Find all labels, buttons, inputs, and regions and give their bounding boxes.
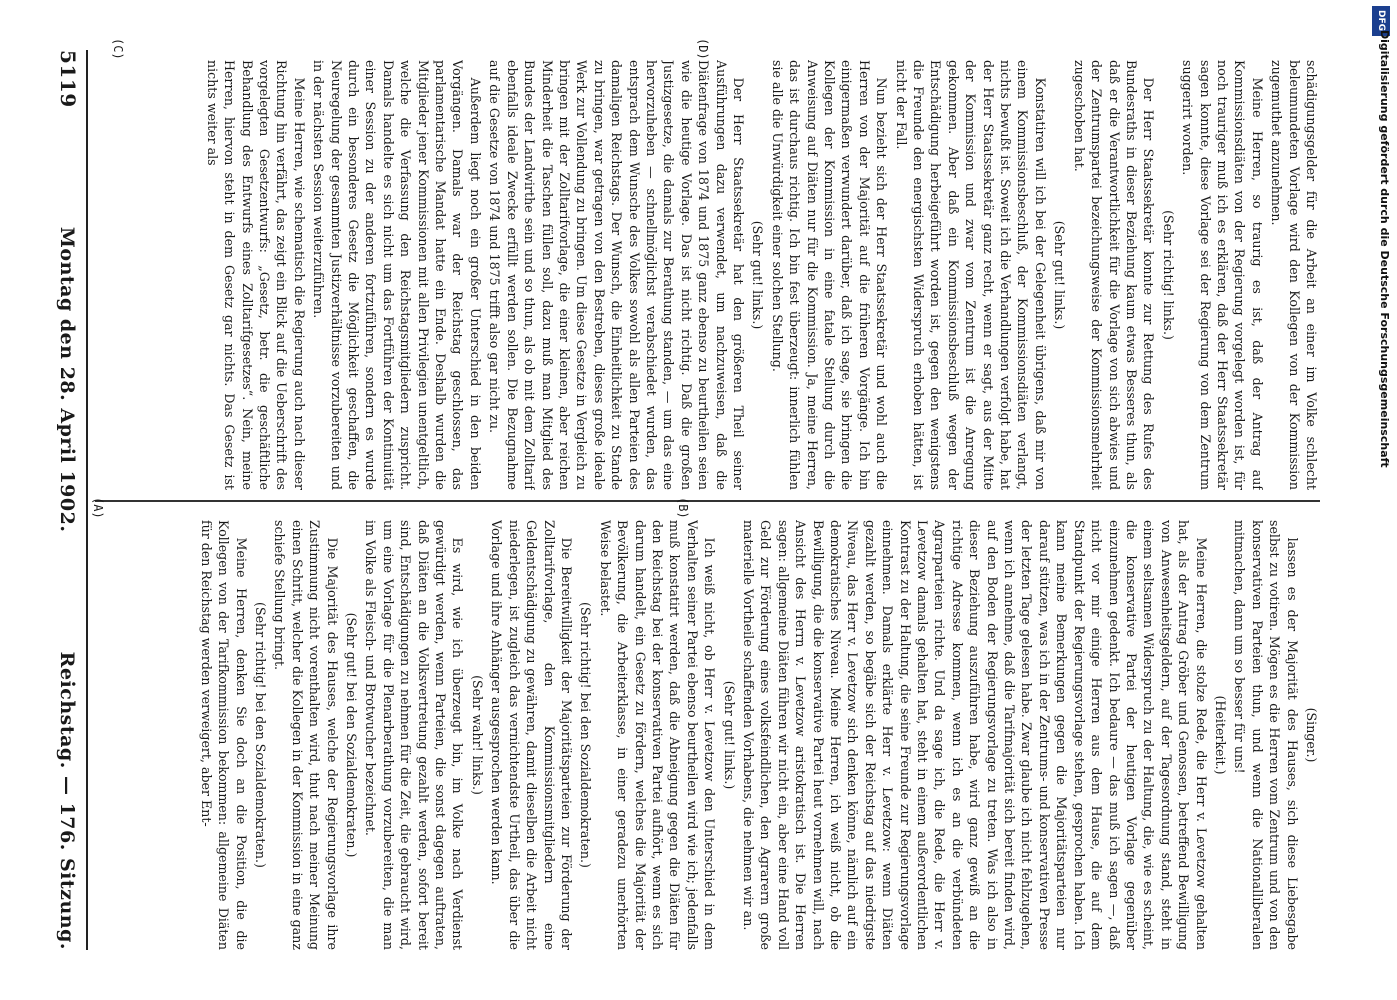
paragraph: schädigungsgelder für die Arbeit an einer im Volke schlecht beleumundeten Vorlage wird den Kollegen von der Kommission zugemuthet anzunehmen. (1269, 60, 1319, 490)
paragraph: Außerdem liegt noch ein großer Unterschied in den beiden Vorgängen. Damals war der Reichstag geschlossen, das parlamentarische Mandat hatte ein Ende. Deshalb wurden die Mitglieder jener Kommissionen mit allen Privilegien unentgeltlich, welche die Verfassung den Reichstagsmitgliedern zuspricht. Damals handelte es sich nicht um das Fortführen der Kontinuität einer Session zu der anderen fortzuführen, sondern es wurde durch ein besonderes Gesetz die Möglichkeit geschaffen, die Neuregelung der gesammten Justizverhältnisse vorzubereiten und in der nächsten Session weiterzuführen. (311, 60, 483, 490)
paragraph: (Singer.) (1304, 707, 1319, 763)
marker-c: (C) (111, 38, 125, 60)
left-column (95, 520, 1320, 950)
paragraph: Meine Herren, wie schematisch die Regierung auch nach dieser Richtung hin verfährt, das zeigt ein Blick auf die Ueberschrift des vorgelegten Gesetzentwurfs: „Gesetz, betr. die geschäftliche Behandlung des Entwurfs eines Zolltarifgesetzes“. Nein, meine Herren, hiervon steht in dem Gesetz gar nichts. Das Gesetz ist nichts weiter als (204, 60, 307, 490)
paragraph: Ich weiß nicht, ob Herr v. Levetzow den Unterschied in dem Verhalten seiner Partei ebenso beurtheilen wird wie ich; jedenfalls muß konstatirt werden, daß die Abneigung gegen die Diäten für den Reichstag bei der konservativen Partei aufhört, wenn es sich darum handelt, ein Gesetz zu fördern, welches die Majorität der Bevölkerung, die Arbeiterklasse, in einer geradezu unerhörten Weise belastet. (597, 520, 718, 950)
marker-b: (B) (676, 497, 690, 519)
page-number: 5119 (56, 50, 80, 108)
paragraph: Der Herr Staatssekretär hat den größeren Theil seiner Ausführungen dazu verwendet, um nachzuweisen, daß die Diätenfrage von 1874 und 1875 ganz ebenso zu beurtheilen seien wie die heutige Vorlage. Das ist nicht richtig. Daß die großen Justizgesetze, die damals zur Berathung standen, — um das eine hervorzuheben — schnellmöglichst verabschiedet wurden, das entsprach dem Wunsche des Volkes sowohl als allen Parteien des damaligen Reichstags. Der Wunsch, die Einheitlichkeit zu Stande zu bringen, war getragen von den Bestreben, dieses große ideale Werk zur Vollendung zu bringen. Um diese Gesetze in Vergleich zu bringen mit der Zolltarifvorlage, die einer kleinen, aber reichen Minderheit die Taschen füllen soll, dazu muß man Mitglied des Bundes der Landwirthe sein und so thun, als ob mit dem Zolltarif ebenfalls ideale Zwecke erfüllt werden sollen. Die Bezugnahme auf die Gesetze von 1874 und 1875 trifft also gar nicht zu. (487, 60, 746, 490)
right-column (95, 60, 1320, 490)
marker-d: (D) (696, 38, 710, 60)
paragraph: Konstatiren will ich bei der Gelegenheit übrigens, daß mir von einem Kommissionsbeschluß, der Kommissionsdiäten verlangt, nichts bewußt ist. Soweit ich die Verhandlungen verfolgt habe, hat der Herr Staatssekretär ganz recht, wenn er sagt, aus der Mitte der Kommission und zwar vom Zentrum ist die Anregung gekommen. Aber daß ein Kommissionsbeschluß wegen der Entschädigung herbeigeführt worden ist, gegen den wenigstens die Freunde den energischsten Widerspruch erhoben hätten, ist nicht der Fall. (893, 60, 1048, 490)
paragraph: (Sehr richtig! bei den Sozialdemokraten.) (253, 602, 269, 868)
paragraph: Der Herr Staatssekretär konnte zur Rettung des Rufes des Bundesraths in dieser Beziehung kaum etwas Besseres thun, als daß er die Verantwortlichkeit für die Vorlage von sich abwies und der Zentrumspartei bezeichungsweise der Kommissionsmehrheit zugeschoben hat. (1071, 60, 1157, 490)
paragraph: Die Majorität des Hauses, welche der Regierungsvorlage ihre Zustimmung nicht vorenthalten wird, thut nach meiner Meinung einen Schritt, welcher die Kollegen in der Kommission in eine ganz schiefe Stellung bringt. (272, 520, 340, 950)
paragraph: (Sehr gut! bei den Sozialdemokraten.) (344, 612, 360, 858)
header-rule (86, 50, 88, 950)
paragraph: (Sehr gut! links.) (750, 220, 766, 330)
paragraph: lassen es der Majorität des Hauses, sich diese Liebesgabe selbst zu votiren. Mögen es die Herren vom Zentrum und von den konservativen Parteien thun, und wenn die Nationalliberalen mitmachen, dann um so besser für uns! (1232, 520, 1300, 950)
paragraph: Die Bereitwilligkeit der Majoritätsparteien zur Förderung der Zolltarifvorlage, den Kommissionsmitgliedern eine Geldentschädigung zu gewähren, damit dieselben die Arbeit nicht niederlegen, ist zugleich das vernichtendste Urtheil, das über die Vorlage und ihre Anhänger ausgesprochen werden kann. (489, 520, 574, 950)
paragraph: (Sehr wahr! links.) (469, 675, 485, 795)
paragraph: Es wird, wie ich überzeugt bin, im Volke nach Verdienst gewürdigt werden, wenn Parteien, die sonst dagegen auftraten, daß Diäten an die Volksvertretung gezahlt werden, sofort bereit sind, Entschädigungen zu nehmen für die Zeit, die gebraucht wird, um eine Vorlage für die Plenarberathung vorzubereiten, die man im Volke als Fleisch- und Brotwucher bezeichnet. (363, 520, 466, 950)
paragraph: (Sehr richtig! links.) (1160, 210, 1176, 340)
header-session: Reichstag. — 176. Sitzung. (56, 651, 78, 950)
paragraph: (Sehr gut! links.) (721, 680, 737, 790)
paragraph: Meine Herren, denken Sie doch an die Position, die die Kollegen von der Tarifkommission bekommen: allgemeine Diäten für den Reichstag werden verweigert, aber Ent- (198, 520, 249, 950)
marker-a: (A) (91, 497, 105, 519)
header-date: Montag den 28. April 1902. (56, 226, 78, 533)
running-header (40, 50, 80, 950)
dfg-logo: DFG (1372, 6, 1390, 36)
digitization-note-text: Digitalisierung gefördert durch die Deutsche Forschungsgemeinschaft (1378, 30, 1391, 468)
paragraph: Meine Herren, die stolze Rede, die Herr v. Levetzow gehalten hat, als der Antrag Gröber und Genossen, betreffend Bewilligung von Anwesenheitsgeldern, auf der Tagesordnung stand, steht in einem seltsamen Widerspruch zu der Haltung, die, wie es scheint, die konservative Partei der heutigen Vorlage gegenüber einzunehmen gedenkt. Ich bedaure — das muß ich sagen —, daß nicht vor mir einige Herren aus dem Hause, die auf dem Standpunkt der Regierungsvorlage stehen, gesprochen haben. Ich kann meine Bemerkungen gegen die Majoritätsparteien nur darauf stützen, was ich in der Zentrums- und konservativen Presse der letzten Tage gelesen habe. Zwar glaube ich nicht fehlzugehen, wenn ich annehme, daß die Tarifmajorität sich bereit finden wird, auf den Boden der Regierungsvorlage zu treten. Was ich also in dieser Beziehung auszuführen habe, wird ganz gewiß an die richtige Adresse kommen, wenn ich es an die verbündeten Agrarparteien richte. Und da sage ich, die Rede, die Herr v. Levetzow damals gehalten hat, steht in einem außerordentlichen Kontrast zu der Haltung, die seine Freunde zur Regierungsvorlage einnehmen. Damals erklärte Herr v. Levetzow: wenn Diäten gezahlt werden, so begäbe sich der Reichstag auf das niedrigste Niveau, das Herr v. Levetzow sich denken könne, nämlich auf ein demokratisches Niveau. Meine Herren, ich weiß nicht, ob die Bewilligung, die die konservative Partei heut vornehmen will, nach Ansicht des Herrn v. Levetzow aristokratisch ist. Die Herren sagen: allgemeine Diäten führen wir nicht ein, aber eine Hand voll Geld zur Förderung eines volksfeindlichen, den Agrarern große materielle Vortheile schaffenden Vorhabens, die nehmen wir an. (741, 520, 1209, 950)
digitization-note (1371, 30, 1391, 970)
column-divider (95, 500, 1320, 502)
paragraph: (Sehr richtig! bei den Sozialdemokraten.) (578, 602, 594, 868)
paragraph: Meine Herren, so traurig es ist, daß der Antrag auf Kommissionsdiäten von der Regierung vorgelegt worden ist, für noch trauriger muß ich es erklären, daß der Herr Staatssekretär sagen konnte, diese Vorlage sei der Regierung von dem Zentrum suggerirt worden. (1180, 60, 1265, 490)
paragraph: (Sehr gut! links.) (1052, 220, 1068, 330)
paragraph: Nun bezieht sich der Herr Staatssekretär und wohl auch die Herren von der Majorität auf die früheren Vorgänge. Ich bin einigermaßen verwundert darüber, daß ich sage, sie bringen die Kollegen der Kommission in eine fatale Stellung durch die Anweisung auf Diäten nur für die Kommission. Ja, meine Herren, das ist durchaus richtig. Ich bin fest überzeugt: innerlich fühlen sie alle die Unwürdigkeit einer solchen Stellung. (769, 60, 890, 490)
paragraph: (Heiterkeit.) (1212, 695, 1228, 775)
